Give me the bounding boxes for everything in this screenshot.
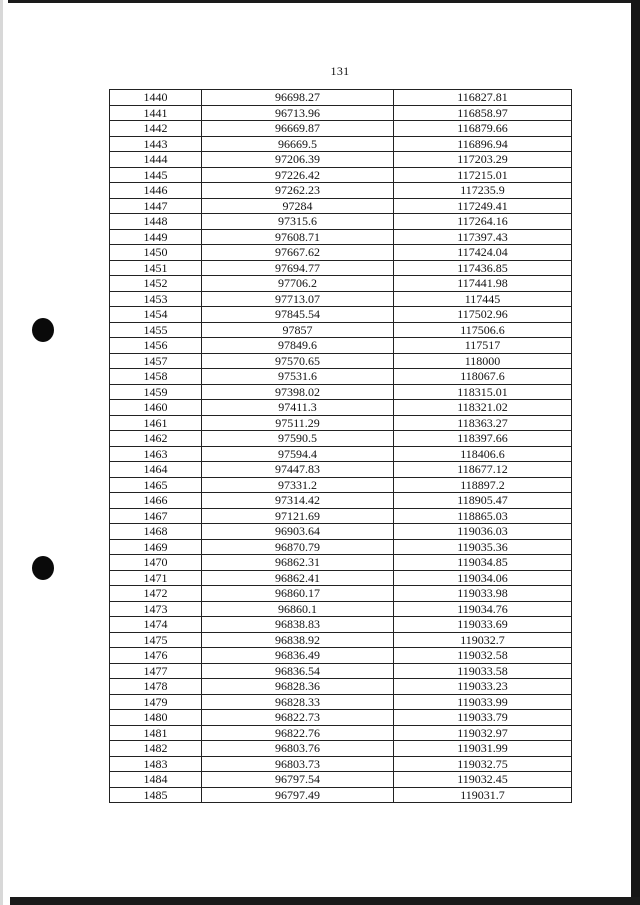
coordinate-table-body bbox=[110, 90, 572, 803]
table-row bbox=[110, 183, 572, 199]
table-row bbox=[110, 369, 572, 385]
table-row bbox=[110, 725, 572, 741]
table-row bbox=[110, 462, 572, 478]
y-coordinate-cell: 116896.94 bbox=[394, 136, 572, 152]
table-row bbox=[110, 694, 572, 710]
point-number-cell: 1470 bbox=[110, 555, 202, 571]
y-coordinate-cell: 118905.47 bbox=[394, 493, 572, 509]
point-number-cell: 1441 bbox=[110, 105, 202, 121]
table-row bbox=[110, 121, 572, 137]
point-number-cell: 1450 bbox=[110, 245, 202, 261]
table-row bbox=[110, 772, 572, 788]
table-row bbox=[110, 710, 572, 726]
x-coordinate-cell: 97206.39 bbox=[202, 152, 394, 168]
table-row bbox=[110, 338, 572, 354]
table-row bbox=[110, 555, 572, 571]
y-coordinate-cell: 117203.29 bbox=[394, 152, 572, 168]
x-coordinate-cell: 96698.27 bbox=[202, 90, 394, 106]
x-coordinate-cell: 96836.54 bbox=[202, 663, 394, 679]
table-row bbox=[110, 90, 572, 106]
x-coordinate-cell: 97315.6 bbox=[202, 214, 394, 230]
x-coordinate-cell: 97667.62 bbox=[202, 245, 394, 261]
table-row bbox=[110, 617, 572, 633]
x-coordinate-cell: 97411.3 bbox=[202, 400, 394, 416]
y-coordinate-cell: 119032.7 bbox=[394, 632, 572, 648]
point-number-cell: 1467 bbox=[110, 508, 202, 524]
point-number-cell: 1443 bbox=[110, 136, 202, 152]
table-row bbox=[110, 353, 572, 369]
x-coordinate-cell: 97594.4 bbox=[202, 446, 394, 462]
point-number-cell: 1452 bbox=[110, 276, 202, 292]
y-coordinate-cell: 119031.7 bbox=[394, 787, 572, 803]
table-row bbox=[110, 787, 572, 803]
x-coordinate-cell: 96822.76 bbox=[202, 725, 394, 741]
x-coordinate-cell: 97262.23 bbox=[202, 183, 394, 199]
point-number-cell: 1456 bbox=[110, 338, 202, 354]
point-number-cell: 1447 bbox=[110, 198, 202, 214]
scan-edge-top bbox=[8, 0, 640, 3]
table-row bbox=[110, 307, 572, 323]
y-coordinate-cell: 117264.16 bbox=[394, 214, 572, 230]
y-coordinate-cell: 118000 bbox=[394, 353, 572, 369]
table-row bbox=[110, 493, 572, 509]
point-number-cell: 1445 bbox=[110, 167, 202, 183]
point-number-cell: 1466 bbox=[110, 493, 202, 509]
y-coordinate-cell: 119034.85 bbox=[394, 555, 572, 571]
page-number: 131 bbox=[330, 64, 350, 78]
table-row bbox=[110, 198, 572, 214]
point-number-cell: 1448 bbox=[110, 214, 202, 230]
x-coordinate-cell: 97226.42 bbox=[202, 167, 394, 183]
x-coordinate-cell: 97398.02 bbox=[202, 384, 394, 400]
x-coordinate-cell: 97331.2 bbox=[202, 477, 394, 493]
scan-edge-left bbox=[0, 0, 3, 905]
y-coordinate-cell: 116858.97 bbox=[394, 105, 572, 121]
y-coordinate-cell: 117506.6 bbox=[394, 322, 572, 338]
point-number-cell: 1444 bbox=[110, 152, 202, 168]
point-number-cell: 1478 bbox=[110, 679, 202, 695]
table-row bbox=[110, 152, 572, 168]
x-coordinate-cell: 96862.31 bbox=[202, 555, 394, 571]
point-number-cell: 1449 bbox=[110, 229, 202, 245]
x-coordinate-cell: 96870.79 bbox=[202, 539, 394, 555]
point-number-cell: 1455 bbox=[110, 322, 202, 338]
point-number-cell: 1460 bbox=[110, 400, 202, 416]
point-number-cell: 1483 bbox=[110, 756, 202, 772]
y-coordinate-cell: 119033.99 bbox=[394, 694, 572, 710]
table-row bbox=[110, 245, 572, 261]
table-row bbox=[110, 291, 572, 307]
x-coordinate-cell: 96838.92 bbox=[202, 632, 394, 648]
table-row bbox=[110, 632, 572, 648]
y-coordinate-cell: 119035.36 bbox=[394, 539, 572, 555]
point-number-cell: 1440 bbox=[110, 90, 202, 106]
table-row bbox=[110, 384, 572, 400]
point-number-cell: 1476 bbox=[110, 648, 202, 664]
x-coordinate-cell: 97284 bbox=[202, 198, 394, 214]
point-number-cell: 1464 bbox=[110, 462, 202, 478]
x-coordinate-cell: 96669.87 bbox=[202, 121, 394, 137]
scan-edge-bottom bbox=[10, 897, 640, 905]
y-coordinate-cell: 118865.03 bbox=[394, 508, 572, 524]
x-coordinate-cell: 96797.49 bbox=[202, 787, 394, 803]
point-number-cell: 1453 bbox=[110, 291, 202, 307]
y-coordinate-cell: 118677.12 bbox=[394, 462, 572, 478]
point-number-cell: 1474 bbox=[110, 617, 202, 633]
table-row bbox=[110, 322, 572, 338]
x-coordinate-cell: 97857 bbox=[202, 322, 394, 338]
y-coordinate-cell: 117397.43 bbox=[394, 229, 572, 245]
x-coordinate-cell: 96822.73 bbox=[202, 710, 394, 726]
point-number-cell: 1482 bbox=[110, 741, 202, 757]
x-coordinate-cell: 96828.36 bbox=[202, 679, 394, 695]
point-number-cell: 1479 bbox=[110, 694, 202, 710]
table-row bbox=[110, 431, 572, 447]
point-number-cell: 1451 bbox=[110, 260, 202, 276]
y-coordinate-cell: 119032.58 bbox=[394, 648, 572, 664]
table-row bbox=[110, 229, 572, 245]
x-coordinate-cell: 97608.71 bbox=[202, 229, 394, 245]
point-number-cell: 1461 bbox=[110, 415, 202, 431]
y-coordinate-cell: 119036.03 bbox=[394, 524, 572, 540]
x-coordinate-cell: 96860.1 bbox=[202, 601, 394, 617]
point-number-cell: 1475 bbox=[110, 632, 202, 648]
table-row bbox=[110, 756, 572, 772]
x-coordinate-cell: 97713.07 bbox=[202, 291, 394, 307]
x-coordinate-cell: 97570.65 bbox=[202, 353, 394, 369]
table-row bbox=[110, 648, 572, 664]
x-coordinate-cell: 97531.6 bbox=[202, 369, 394, 385]
point-number-cell: 1480 bbox=[110, 710, 202, 726]
y-coordinate-cell: 117502.96 bbox=[394, 307, 572, 323]
x-coordinate-cell: 96838.83 bbox=[202, 617, 394, 633]
y-coordinate-cell: 117235.9 bbox=[394, 183, 572, 199]
y-coordinate-cell: 117436.85 bbox=[394, 260, 572, 276]
table-row bbox=[110, 663, 572, 679]
y-coordinate-cell: 119034.06 bbox=[394, 570, 572, 586]
table-row bbox=[110, 415, 572, 431]
point-number-cell: 1471 bbox=[110, 570, 202, 586]
x-coordinate-cell: 96903.64 bbox=[202, 524, 394, 540]
table-row bbox=[110, 570, 572, 586]
y-coordinate-cell: 118406.6 bbox=[394, 446, 572, 462]
table-row bbox=[110, 477, 572, 493]
x-coordinate-cell: 97706.2 bbox=[202, 276, 394, 292]
table-row bbox=[110, 260, 572, 276]
point-number-cell: 1469 bbox=[110, 539, 202, 555]
point-number-cell: 1454 bbox=[110, 307, 202, 323]
y-coordinate-cell: 117215.01 bbox=[394, 167, 572, 183]
y-coordinate-cell: 118897.2 bbox=[394, 477, 572, 493]
table-row bbox=[110, 741, 572, 757]
y-coordinate-cell: 119034.76 bbox=[394, 601, 572, 617]
x-coordinate-cell: 96862.41 bbox=[202, 570, 394, 586]
y-coordinate-cell: 116879.66 bbox=[394, 121, 572, 137]
table-row bbox=[110, 508, 572, 524]
point-number-cell: 1477 bbox=[110, 663, 202, 679]
table-row bbox=[110, 276, 572, 292]
y-coordinate-cell: 118397.66 bbox=[394, 431, 572, 447]
table-row bbox=[110, 539, 572, 555]
x-coordinate-cell: 96803.73 bbox=[202, 756, 394, 772]
scan-edge-right bbox=[631, 0, 640, 905]
y-coordinate-cell: 117424.04 bbox=[394, 245, 572, 261]
x-coordinate-cell: 96669.5 bbox=[202, 136, 394, 152]
y-coordinate-cell: 119032.45 bbox=[394, 772, 572, 788]
x-coordinate-cell: 96860.17 bbox=[202, 586, 394, 602]
point-number-cell: 1468 bbox=[110, 524, 202, 540]
y-coordinate-cell: 117517 bbox=[394, 338, 572, 354]
table-row bbox=[110, 105, 572, 121]
point-number-cell: 1446 bbox=[110, 183, 202, 199]
x-coordinate-cell: 96828.33 bbox=[202, 694, 394, 710]
x-coordinate-cell: 97121.69 bbox=[202, 508, 394, 524]
table-row bbox=[110, 400, 572, 416]
x-coordinate-cell: 96836.49 bbox=[202, 648, 394, 664]
punch-hole-upper bbox=[32, 318, 54, 342]
y-coordinate-cell: 119032.75 bbox=[394, 756, 572, 772]
x-coordinate-cell: 97849.6 bbox=[202, 338, 394, 354]
y-coordinate-cell: 119031.99 bbox=[394, 741, 572, 757]
y-coordinate-cell: 117441.98 bbox=[394, 276, 572, 292]
y-coordinate-cell: 119032.97 bbox=[394, 725, 572, 741]
table-row bbox=[110, 214, 572, 230]
x-coordinate-cell: 97694.77 bbox=[202, 260, 394, 276]
table-row bbox=[110, 167, 572, 183]
point-number-cell: 1481 bbox=[110, 725, 202, 741]
y-coordinate-cell: 118363.27 bbox=[394, 415, 572, 431]
x-coordinate-cell: 97590.5 bbox=[202, 431, 394, 447]
point-number-cell: 1473 bbox=[110, 601, 202, 617]
y-coordinate-cell: 117249.41 bbox=[394, 198, 572, 214]
point-number-cell: 1458 bbox=[110, 369, 202, 385]
x-coordinate-cell: 96797.54 bbox=[202, 772, 394, 788]
coordinate-table bbox=[109, 89, 572, 803]
point-number-cell: 1457 bbox=[110, 353, 202, 369]
x-coordinate-cell: 96713.96 bbox=[202, 105, 394, 121]
table-row bbox=[110, 586, 572, 602]
y-coordinate-cell: 118067.6 bbox=[394, 369, 572, 385]
point-number-cell: 1485 bbox=[110, 787, 202, 803]
x-coordinate-cell: 97314.42 bbox=[202, 493, 394, 509]
point-number-cell: 1465 bbox=[110, 477, 202, 493]
point-number-cell: 1463 bbox=[110, 446, 202, 462]
point-number-cell: 1442 bbox=[110, 121, 202, 137]
y-coordinate-cell: 119033.23 bbox=[394, 679, 572, 695]
y-coordinate-cell: 116827.81 bbox=[394, 90, 572, 106]
table-row bbox=[110, 601, 572, 617]
x-coordinate-cell: 97845.54 bbox=[202, 307, 394, 323]
y-coordinate-cell: 119033.98 bbox=[394, 586, 572, 602]
point-number-cell: 1484 bbox=[110, 772, 202, 788]
punch-hole-lower bbox=[32, 556, 54, 580]
table-row bbox=[110, 446, 572, 462]
x-coordinate-cell: 97511.29 bbox=[202, 415, 394, 431]
y-coordinate-cell: 119033.69 bbox=[394, 617, 572, 633]
table-row bbox=[110, 524, 572, 540]
y-coordinate-cell: 118315.01 bbox=[394, 384, 572, 400]
x-coordinate-cell: 96803.76 bbox=[202, 741, 394, 757]
y-coordinate-cell: 118321.02 bbox=[394, 400, 572, 416]
y-coordinate-cell: 119033.79 bbox=[394, 710, 572, 726]
y-coordinate-cell: 117445 bbox=[394, 291, 572, 307]
y-coordinate-cell: 119033.58 bbox=[394, 663, 572, 679]
table-row bbox=[110, 679, 572, 695]
point-number-cell: 1462 bbox=[110, 431, 202, 447]
point-number-cell: 1459 bbox=[110, 384, 202, 400]
point-number-cell: 1472 bbox=[110, 586, 202, 602]
x-coordinate-cell: 97447.83 bbox=[202, 462, 394, 478]
table-row bbox=[110, 136, 572, 152]
